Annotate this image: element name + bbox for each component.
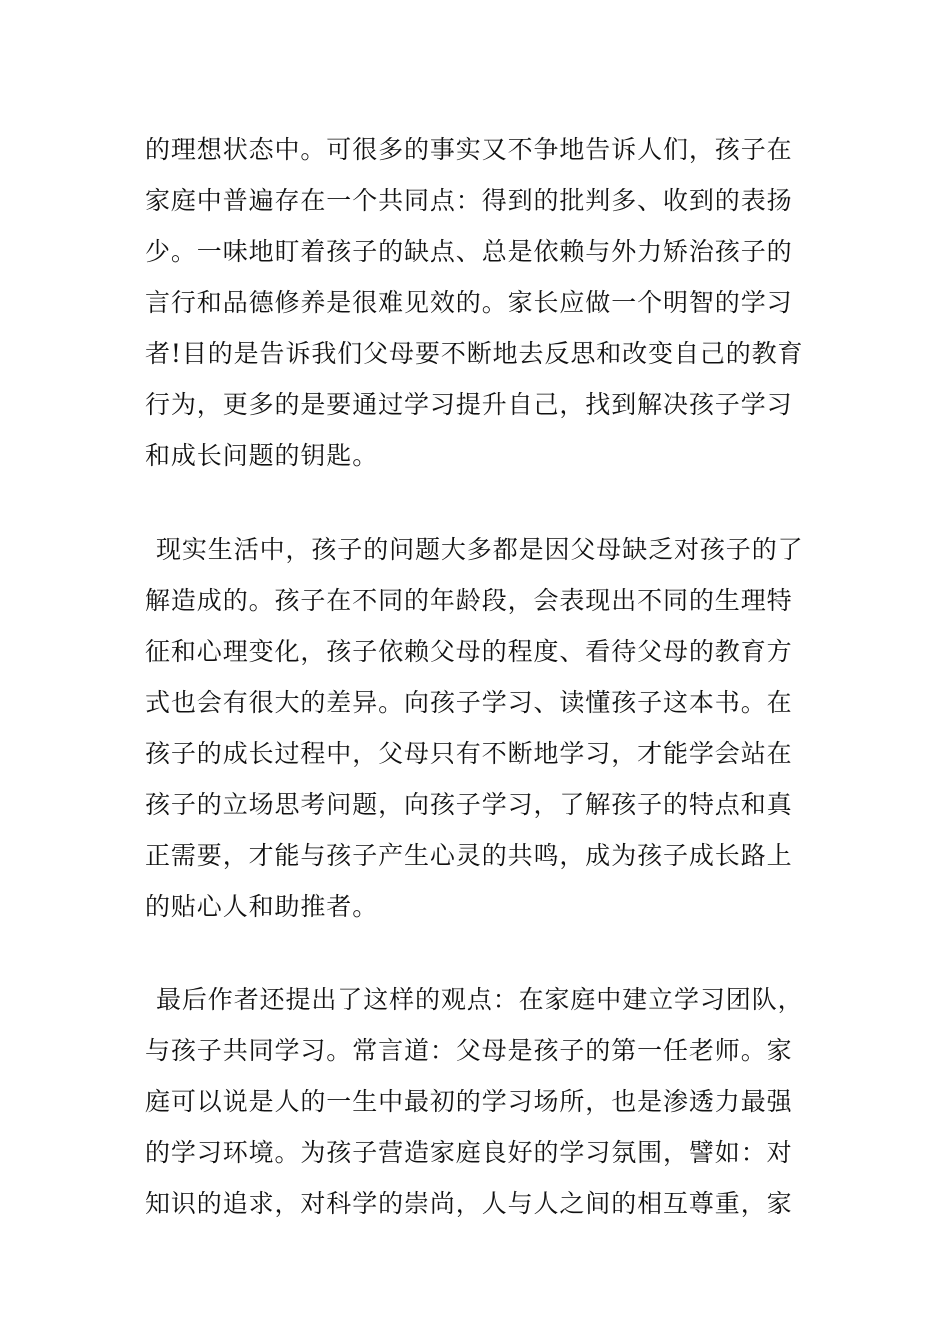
text-line: 的理想状态中。可很多的事实又不争地告诉人们，孩子在: [145, 135, 793, 164]
text-line: 言行和品德修养是很难见效的。家长应做一个明智的学习: [145, 288, 793, 317]
text-line: 行为，更多的是要通过学习提升自己，找到解决孩子学习: [145, 390, 793, 419]
text-line: 的学习环境。为孩子营造家庭良好的学习氛围，譬如：对: [145, 1138, 793, 1167]
text-line: 与孩子共同学习。常言道：父母是孩子的第一任老师。家: [145, 1036, 793, 1065]
text-line: 的贴心人和助推者。: [145, 892, 379, 921]
text-line: 解造成的。孩子在不同的年龄段，会表现出不同的生理特: [145, 586, 793, 615]
text-line: 和成长问题的钥匙。: [145, 441, 379, 470]
text-line: 正需要，才能与孩子产生心灵的共鸣，成为孩子成长路上: [145, 841, 793, 870]
text-line: 家庭中普遍存在一个共同点：得到的批判多、收到的表扬: [145, 186, 793, 215]
paragraph-1: [145, 124, 810, 481]
text-line: 知识的追求，对科学的崇尚，人与人之间的相互尊重，家: [145, 1189, 793, 1218]
text-line: 孩子的成长过程中，父母只有不断地学习，才能学会站在: [145, 739, 793, 768]
text-line: 孩子的立场思考问题，向孩子学习，了解孩子的特点和真: [145, 790, 793, 819]
paragraph-2: [145, 524, 810, 932]
text-line: 庭可以说是人的一生中最初的学习场所，也是渗透力最强: [145, 1087, 793, 1116]
text-line: 少。一味地盯着孩子的缺点、总是依赖与外力矫治孩子的: [145, 237, 793, 266]
text-line: 征和心理变化，孩子依赖父母的程度、看待父母的教育方: [145, 637, 793, 666]
paragraph-3: [145, 974, 810, 1229]
text-line: 者!目的是告诉我们父母要不断地去反思和改变自己的教育: [145, 339, 804, 368]
text-line: 式也会有很大的差异。向孩子学习、读懂孩子这本书。在: [145, 688, 793, 717]
text-line: 最后作者还提出了这样的观点：在家庭中建立学习团队，: [156, 985, 804, 1014]
text-line: 现实生活中，孩子的问题大多都是因父母缺乏对孩子的了: [156, 535, 804, 564]
